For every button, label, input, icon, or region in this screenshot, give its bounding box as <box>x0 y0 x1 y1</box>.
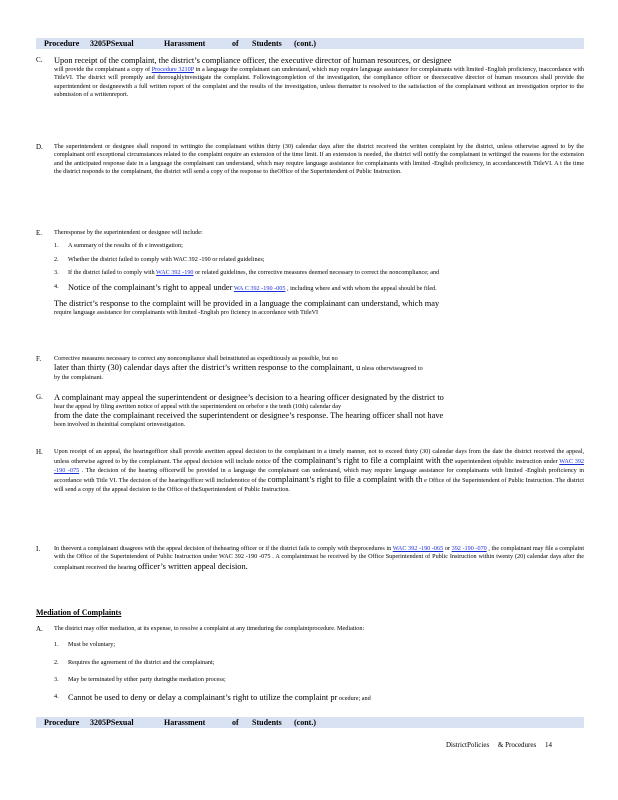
section-e <box>36 229 584 317</box>
wac-392-190-005-link[interactable]: WA C 392 -190 -005 <box>233 284 286 292</box>
page-footer <box>446 741 552 749</box>
section-h-text3: . The decision of the hearing officerwill be provided in a language the complainant can understand, which may require language assistance for complainants with limited -English proficiency in accordance with Title VI. The decision of the hearingofficer will includenotice of the <box>54 466 585 485</box>
section-d-text: The superintendent or designee shall respond in writingto the complainant within thirty (30) calendar days after the district received the written complaint by the district, unless otherwise agreed to by the complainant orif exceptional circumstances related to the complaint require an extension of the time limit. If an extension is needed, the district will notify the complainant in writingof the reasons for the extension and the anticipated response date in a language the complainant can understand, which may require language assistance for complainants with limited -English proficiency, in accordancewith TitleVI. A t the time the district responds to the complainant, the district will send a copy of the response to theOffice of the Superintendent of Public Instruction. <box>54 143 584 176</box>
mediation-heading: Mediation of Complaints <box>36 608 122 617</box>
list-item: 2. Whether the district failed to comply with WAC 392 -190 or related guidelines; <box>54 255 265 263</box>
list-item: 4. Notice of the complainant’s right to appeal under WA C 392 -190 -005 , including where and with whom the appeal should be filed. <box>54 282 437 292</box>
section-c-label: C. <box>36 56 43 64</box>
list-item: 2. Requires the agreement of the district and the complainant; <box>54 658 215 666</box>
list-item: 1. A summary of the results of th e investigation; <box>54 242 183 250</box>
section-e-closing-big: The district’s response to the complaint will be provided in a language the complainant can understand, which may <box>54 299 440 309</box>
section-i-text1: In theevent a complainant disagrees with the appeal decision of thehearing officer or if the district fails to comply with theprocedures in <box>54 545 392 552</box>
section-f-line3: by the complainant. <box>54 373 103 381</box>
footer-number: 3205PSexual <box>90 718 134 727</box>
section-h <box>36 448 584 494</box>
procedure-header-bar <box>36 38 584 49</box>
section-h-big2: complainant’s right to file a complaint with th <box>267 475 423 485</box>
section-g-line4: been involved in theinitial complaint orinvestigation. <box>54 421 186 429</box>
header-cont: (cont.) <box>294 39 316 48</box>
section-c-text2: in a language the complainant can understand, which may require language assistance for complainants with limited -English proficiency, inaccordance with TitleVI. The district will promptly and thoroughlyinvestigate the complaint. Followingcompletion of the investigation, the compliance officer or theexecutive director of human resources shall provide the superintendent or designeewith a full written report of the complaint and the results of the investigation, unless thematter is resolved to the satisfaction of the complainant without an investigation orprior to the submission of a writtenreport. <box>54 66 585 99</box>
section-f <box>36 355 584 382</box>
section-h-text4: e Office of the Superintendent of Public Instruction. The district will send a copy of the appeal decision to the Office of theSuperintendent of Public Instruction. <box>54 477 585 493</box>
section-e-intro: Theresponse by the superintendent or designee will include: <box>54 229 203 236</box>
footer-title: Harassment <box>164 718 206 727</box>
header-students: Students <box>252 39 282 48</box>
section-h-big1: of the complainant’s right to file a complaint with the <box>272 456 454 466</box>
footer-procedure: Procedure <box>44 718 80 727</box>
header-procedure: Procedure <box>44 39 80 48</box>
footer-of: of <box>232 718 239 727</box>
footer-district-policies: DistrictPolicies <box>446 741 490 749</box>
list-item: 3. May be terminated by either party duringthe mediation process; <box>54 676 226 684</box>
footer-students: Students <box>252 718 282 727</box>
header-of: of <box>232 39 239 48</box>
section-d <box>36 143 584 177</box>
list-item: 1. Must be voluntary; <box>54 641 116 649</box>
section-f-line2-small: nless otherwiseagreed to <box>361 365 423 373</box>
section-i-text2: , the complainant may file a complaint with the Office of the Superintendent of Public Instruction under WAC 392 -190 -075 . A complaintmust be received by the Office Superintendent of Public Instruction within twenty (20) calendar days after the complainant received the hearing <box>54 545 585 571</box>
header-title: Harassment <box>164 39 206 48</box>
footer-cont: (cont.) <box>294 718 316 727</box>
mediation-section <box>36 625 584 703</box>
section-e-label: E. <box>36 229 43 237</box>
list-item: 4. Cannot be used to deny or delay a complainant’s right to utilize the complaint pr ocedure; and <box>54 692 371 702</box>
procedure-footer-bar <box>36 717 584 728</box>
list-item: 3. If the district failed to comply with WAC 392 -190 or related guidelines, the corrective measures deemed necessary to correct the noncompliance; and <box>54 269 440 277</box>
header-number: 3205PSexual <box>90 39 134 48</box>
section-c-lead: Upon receipt of the complaint, the district’s compliance officer, the executive director of human resources, or designee <box>54 56 452 65</box>
section-f-line2-big: later than thirty (30) calendar days after the district’s written response to the complainant, u <box>54 363 361 373</box>
section-g-line2: hear the appeal by filing awritten notice of appeal with the superintendent on orbefor e the tenth (10th) calendar day <box>54 403 342 410</box>
section-h-text1: Upon receipt of an appeal, the hearingofficer shall provide awritten appeal decision to the complainant in a timely manner, not to exceed thirty (30) calendar days from the date the district received the appeal, unless otherwise agreed to by the complainant. The appeal decision will include notice <box>54 448 584 466</box>
mediation-label: A. <box>36 625 43 633</box>
section-i-label: I. <box>36 545 41 553</box>
wac-392-190-070-link[interactable]: 392 -190 -070 <box>451 545 487 552</box>
section-f-line1: Corrective measures necessary to correct any noncompliance shall beinstituted as expeditiously as possible, but no <box>54 355 338 362</box>
section-d-label: D. <box>36 143 43 151</box>
section-i: I. In theevent a complainant disagrees with the appeal decision of thehearing officer or if the district fails to comply with theprocedures in WAC 392 -190 -065 or 392 -190 -070 , the complainant may file a complaint with the Office of the Superintendent of Public Instruction under WAC 392 -190 -075 . A complaintmust be received by the Office Superintendent of Public Instruction within twenty (20) calendar days after the complainant received the hearing officer’s written appeal decision. <box>36 545 585 571</box>
footer-procedures: & Procedures <box>497 741 537 749</box>
section-g <box>36 393 584 430</box>
section-g-label: G. <box>36 393 43 401</box>
page-number: 14 <box>544 741 552 749</box>
section-e-closing-small: require language assistance for complainants with limited -English pro ficiency in accordance with TitleVI <box>54 309 319 317</box>
section-i-big: officer’s written appeal decision. <box>137 561 248 571</box>
section-h-label: H. <box>36 448 43 456</box>
section-g-lead: A complainant may appeal the superintendent or designee’s decision to a hearing officer designated by the district to <box>54 393 444 402</box>
mediation-text: The district may offer mediation, at its expense, to resolve a complaint at any timeduring the complaintprocedure. Mediation: <box>54 625 365 632</box>
procedure-3210p-link[interactable]: Procedure 3210P <box>151 66 194 73</box>
section-g-line3: from the date the complainant received the superintendent or designee’s response. The hearing officer shall not have <box>54 411 444 421</box>
section-f-label: F. <box>36 355 42 363</box>
wac-392-190-065-link[interactable]: WAC 392 -190 -065 <box>392 545 444 552</box>
section-c <box>36 56 584 100</box>
wac-392-190-link[interactable]: WAC 392 -190 <box>156 269 194 277</box>
wac-392-190-075-link[interactable]: WAC 392 -190 -075 <box>54 458 585 474</box>
section-h-text2: superintendent ofpublic instruction under <box>454 458 558 466</box>
section-c-text1: will provide the complainant a copy of <box>54 66 151 73</box>
